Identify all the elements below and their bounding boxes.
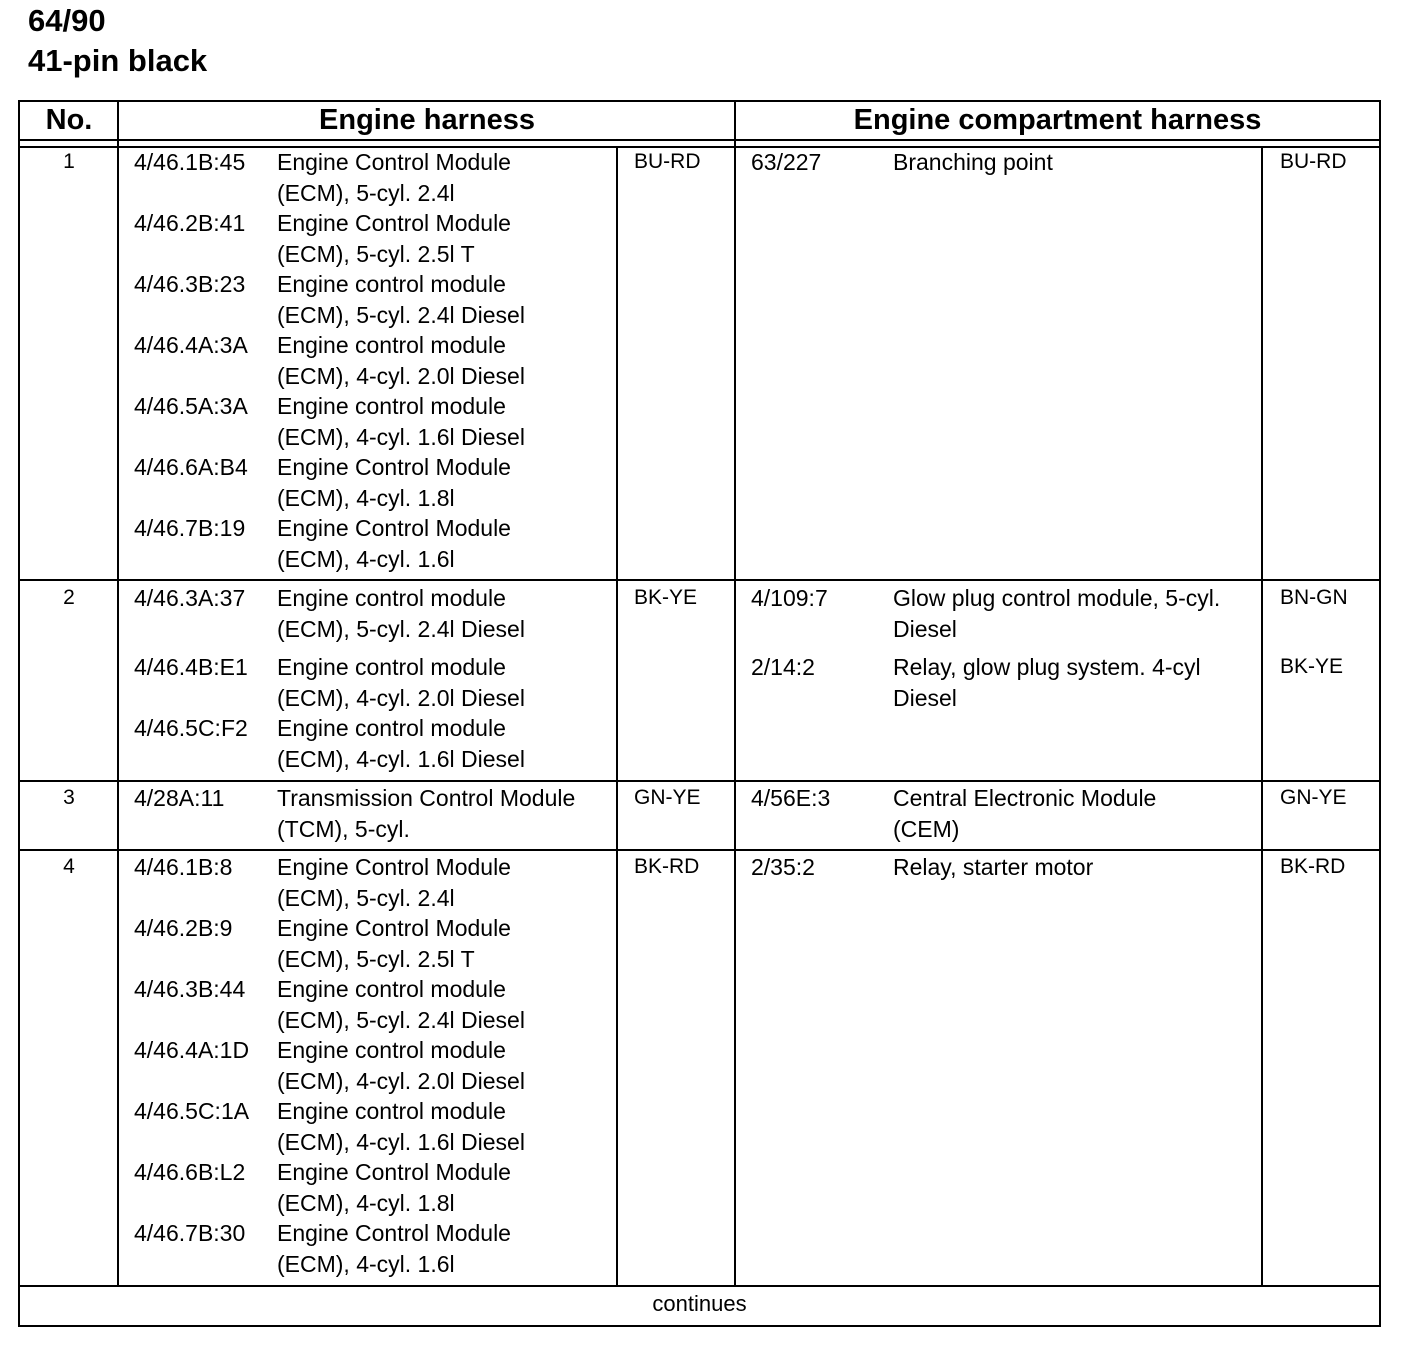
- engine-component-name: Engine control module: [277, 1098, 506, 1124]
- engine-component-detail: (ECM), 5-cyl. 2.5l T: [277, 240, 475, 267]
- engine-component-name: Engine control module: [277, 976, 506, 1002]
- compartment-component-detail: (CEM): [893, 815, 960, 842]
- engine-connector-code: 4/28A:11: [134, 785, 225, 811]
- engine-component-name: Engine control module: [277, 654, 506, 680]
- header-engine-compartment-harness: Engine compartment harness: [853, 104, 1262, 136]
- engine-component-detail: (ECM), 4-cyl. 2.0l Diesel: [277, 684, 525, 711]
- engine-connector-code: 4/46.3B:44: [134, 976, 246, 1002]
- column-divider: [734, 100, 736, 1287]
- engine-connector-code: 4/46.2B:9: [134, 915, 233, 941]
- engine-component-name: Engine Control Module: [277, 149, 511, 175]
- engine-component-name: Engine Control Module: [277, 1220, 511, 1246]
- engine-component-name: Engine Control Module: [277, 454, 511, 480]
- row-divider: [18, 579, 1381, 581]
- compartment-connector-code: 4/109:7: [751, 585, 828, 611]
- engine-component-detail: (ECM), 5-cyl. 2.4l Diesel: [277, 1006, 525, 1033]
- wire-color: BK-RD: [634, 855, 700, 878]
- engine-component-detail: (ECM), 5-cyl. 2.5l T: [277, 945, 475, 972]
- wire-color: GN-YE: [1280, 786, 1347, 809]
- engine-component-detail: (ECM), 5-cyl. 2.4l: [277, 884, 455, 911]
- engine-component-detail: (ECM), 4-cyl. 1.6l Diesel: [277, 745, 525, 772]
- engine-component-detail: (ECM), 5-cyl. 2.4l Diesel: [277, 615, 525, 642]
- engine-component-name: Engine control module: [277, 393, 506, 419]
- engine-component-name: Engine control module: [277, 585, 506, 611]
- column-divider: [117, 100, 119, 1287]
- compartment-component-name: Relay, starter motor: [893, 854, 1094, 880]
- wire-color: BK-RD: [1280, 855, 1346, 878]
- engine-component-detail: (ECM), 4-cyl. 1.6l: [277, 545, 455, 572]
- row-divider: [18, 780, 1381, 782]
- wire-color: BK-YE: [1280, 655, 1344, 678]
- engine-component-detail: (TCM), 5-cyl.: [277, 815, 410, 842]
- engine-component-name: Engine Control Module: [277, 1159, 511, 1185]
- engine-connector-code: 4/46.2B:41: [134, 210, 246, 236]
- engine-component-name: Engine control module: [277, 715, 506, 741]
- engine-connector-code: 4/46.3A:37: [134, 585, 246, 611]
- connector-title: 41-pin black: [28, 43, 208, 78]
- header-divider: [18, 139, 1381, 141]
- engine-component-detail: (ECM), 4-cyl. 1.8l: [277, 484, 455, 511]
- column-divider: [1261, 147, 1263, 1287]
- engine-component-detail: (ECM), 4-cyl. 1.8l: [277, 1189, 455, 1216]
- engine-component-name: Engine control module: [277, 1037, 506, 1063]
- column-divider: [616, 147, 618, 1287]
- engine-component-name: Engine Control Module: [277, 210, 511, 236]
- row-number: 3: [63, 786, 75, 809]
- compartment-component-name: Branching point: [893, 149, 1053, 175]
- engine-component-name: Engine Control Module: [277, 515, 511, 541]
- wire-color: BN-GN: [1280, 586, 1348, 609]
- engine-component-detail: (ECM), 4-cyl. 1.6l: [277, 1250, 455, 1277]
- engine-connector-code: 4/46.5A:3A: [134, 393, 248, 419]
- engine-connector-code: 4/46.4B:E1: [134, 654, 248, 680]
- engine-component-name: Transmission Control Module: [277, 785, 576, 811]
- continues-note: continues: [652, 1291, 747, 1316]
- row-number: 4: [63, 855, 75, 878]
- engine-connector-code: 4/46.4A:1D: [134, 1037, 250, 1063]
- compartment-component-detail: Diesel: [893, 615, 957, 642]
- engine-component-detail: (ECM), 5-cyl. 2.4l Diesel: [277, 301, 525, 328]
- header-engine-harness: Engine harness: [319, 104, 535, 136]
- row-number: 2: [63, 586, 75, 609]
- compartment-component-name: Central Electronic Module: [893, 785, 1157, 811]
- wire-color: GN-YE: [634, 786, 701, 809]
- engine-component-detail: (ECM), 4-cyl. 2.0l Diesel: [277, 362, 525, 389]
- compartment-connector-code: 2/35:2: [751, 854, 815, 880]
- engine-component-name: Engine Control Module: [277, 854, 511, 880]
- wire-color: BK-YE: [634, 586, 698, 609]
- engine-connector-code: 4/46.7B:30: [134, 1220, 246, 1246]
- engine-component-detail: (ECM), 4-cyl. 2.0l Diesel: [277, 1067, 525, 1094]
- wire-color: BU-RD: [634, 150, 701, 173]
- engine-connector-code: 4/46.5C:1A: [134, 1098, 250, 1124]
- engine-component-detail: (ECM), 4-cyl. 1.6l Diesel: [277, 1128, 525, 1155]
- engine-connector-code: 4/46.1B:45: [134, 149, 246, 175]
- engine-connector-code: 4/46.6B:L2: [134, 1159, 246, 1185]
- engine-component-name: Engine Control Module: [277, 915, 511, 941]
- compartment-component-detail: Diesel: [893, 684, 957, 711]
- compartment-component-name: Glow plug control module, 5-cyl.: [893, 585, 1221, 611]
- engine-connector-code: 4/46.6A:B4: [134, 454, 248, 480]
- engine-connector-code: 4/46.1B:8: [134, 854, 233, 880]
- compartment-connector-code: 2/14:2: [751, 654, 815, 680]
- engine-connector-code: 4/46.3B:23: [134, 271, 246, 297]
- wire-color: BU-RD: [1280, 150, 1347, 173]
- compartment-component-name: Relay, glow plug system. 4-cyl: [893, 654, 1201, 680]
- engine-component-name: Engine control module: [277, 271, 506, 297]
- page-number: 64/90: [28, 3, 106, 38]
- engine-connector-code: 4/46.5C:F2: [134, 715, 248, 741]
- engine-component-detail: (ECM), 5-cyl. 2.4l: [277, 179, 455, 206]
- row-number: 1: [63, 150, 75, 173]
- compartment-connector-code: 4/56E:3: [751, 785, 831, 811]
- engine-connector-code: 4/46.4A:3A: [134, 332, 248, 358]
- engine-component-detail: (ECM), 4-cyl. 1.6l Diesel: [277, 423, 525, 450]
- engine-component-name: Engine control module: [277, 332, 506, 358]
- row-divider: [18, 849, 1381, 851]
- compartment-connector-code: 63/227: [751, 149, 822, 175]
- header-no: No.: [45, 104, 93, 136]
- engine-connector-code: 4/46.7B:19: [134, 515, 246, 541]
